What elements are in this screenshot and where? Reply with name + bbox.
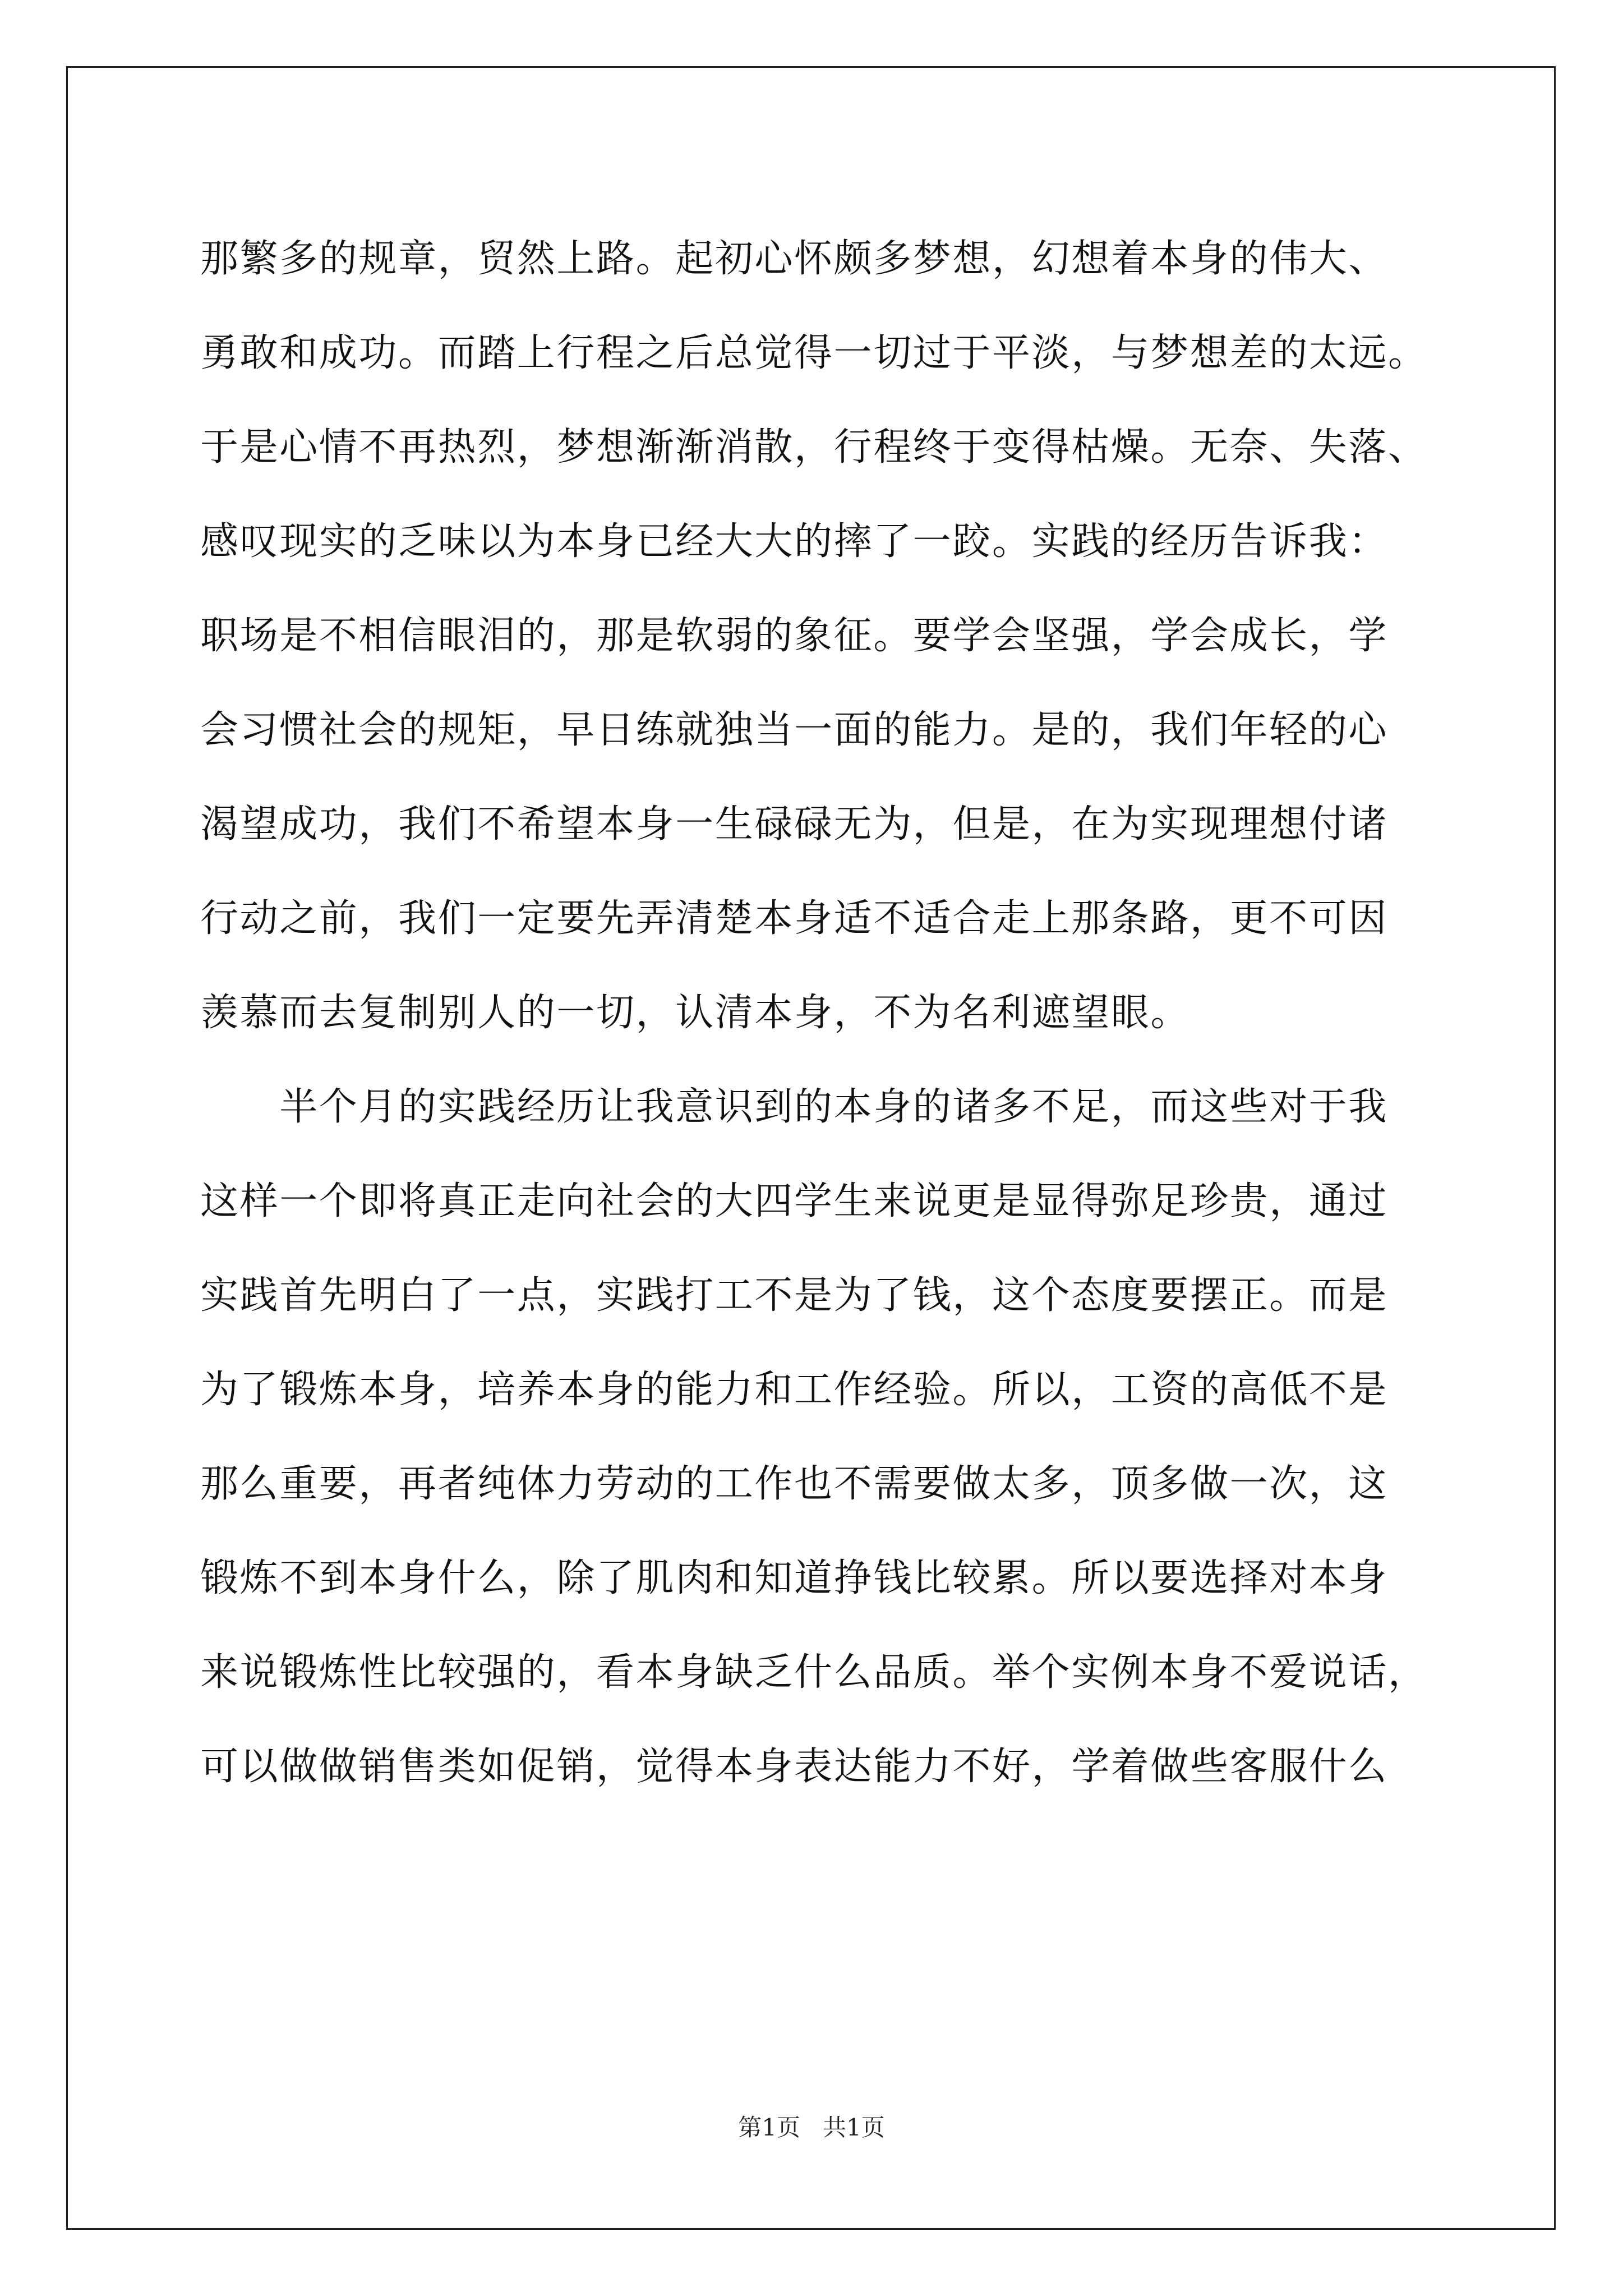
text-line-paragraph-start: 半个月的实践经历让我意识到的本身的诸多不足，而这些对于我	[200, 1085, 1389, 1129]
text-line: 羡慕而去复制别人的一切，认清本身，不为名利遮望眼。	[200, 991, 1191, 1035]
text-line: 渴望成功，我们不希望本身一生碌碌无为，但是，在为实现理想付诸	[200, 802, 1389, 846]
text-line: 来说锻炼性比较强的，看本身缺乏什么品质。举个实例本身不爱说话，	[200, 1650, 1428, 1695]
text-line: 锻炼不到本身什么，除了肌肉和知道挣钱比较累。所以要选择对本身	[200, 1556, 1389, 1600]
text-line: 实践首先明白了一点，实践打工不是为了钱，这个态度要摆正。而是	[200, 1273, 1389, 1318]
body-text	[200, 212, 1434, 1814]
text-line: 为了锻炼本身，培养本身的能力和工作经验。所以，工资的高低不是	[200, 1368, 1389, 1412]
page-number-footer: 第1页 共1页	[738, 2114, 885, 2141]
text-line: 那么重要，再者纯体力劳动的工作也不需要做太多，顶多做一次，这	[200, 1462, 1389, 1506]
text-line: 那繁多的规章，贸然上路。起初心怀颇多梦想，幻想着本身的伟大、	[200, 237, 1389, 281]
text-line: 行动之前，我们一定要先弄清楚本身适不适合走上那条路，更不可因	[200, 896, 1389, 941]
text-line: 感叹现实的乏味以为本身已经大大的摔了一跤。实践的经历告诉我：	[200, 519, 1389, 564]
text-line: 会习惯社会的规矩，早日练就独当一面的能力。是的，我们年轻的心	[200, 708, 1389, 752]
text-line: 于是心情不再热烈，梦想渐渐消散，行程终于变得枯燥。无奈、失落、	[200, 425, 1428, 470]
text-line: 这样一个即将真正走向社会的大四学生来说更是显得弥足珍贵，通过	[200, 1179, 1389, 1223]
text-line: 可以做做销售类如促销，觉得本身表达能力不好，学着做些客服什么	[200, 1745, 1389, 1789]
text-line: 职场是不相信眼泪的，那是软弱的象征。要学会坚强，学会成长，学	[200, 614, 1389, 658]
text-line: 勇敢和成功。而踏上行程之后总觉得一切过于平淡，与梦想差的太远。	[200, 331, 1428, 375]
